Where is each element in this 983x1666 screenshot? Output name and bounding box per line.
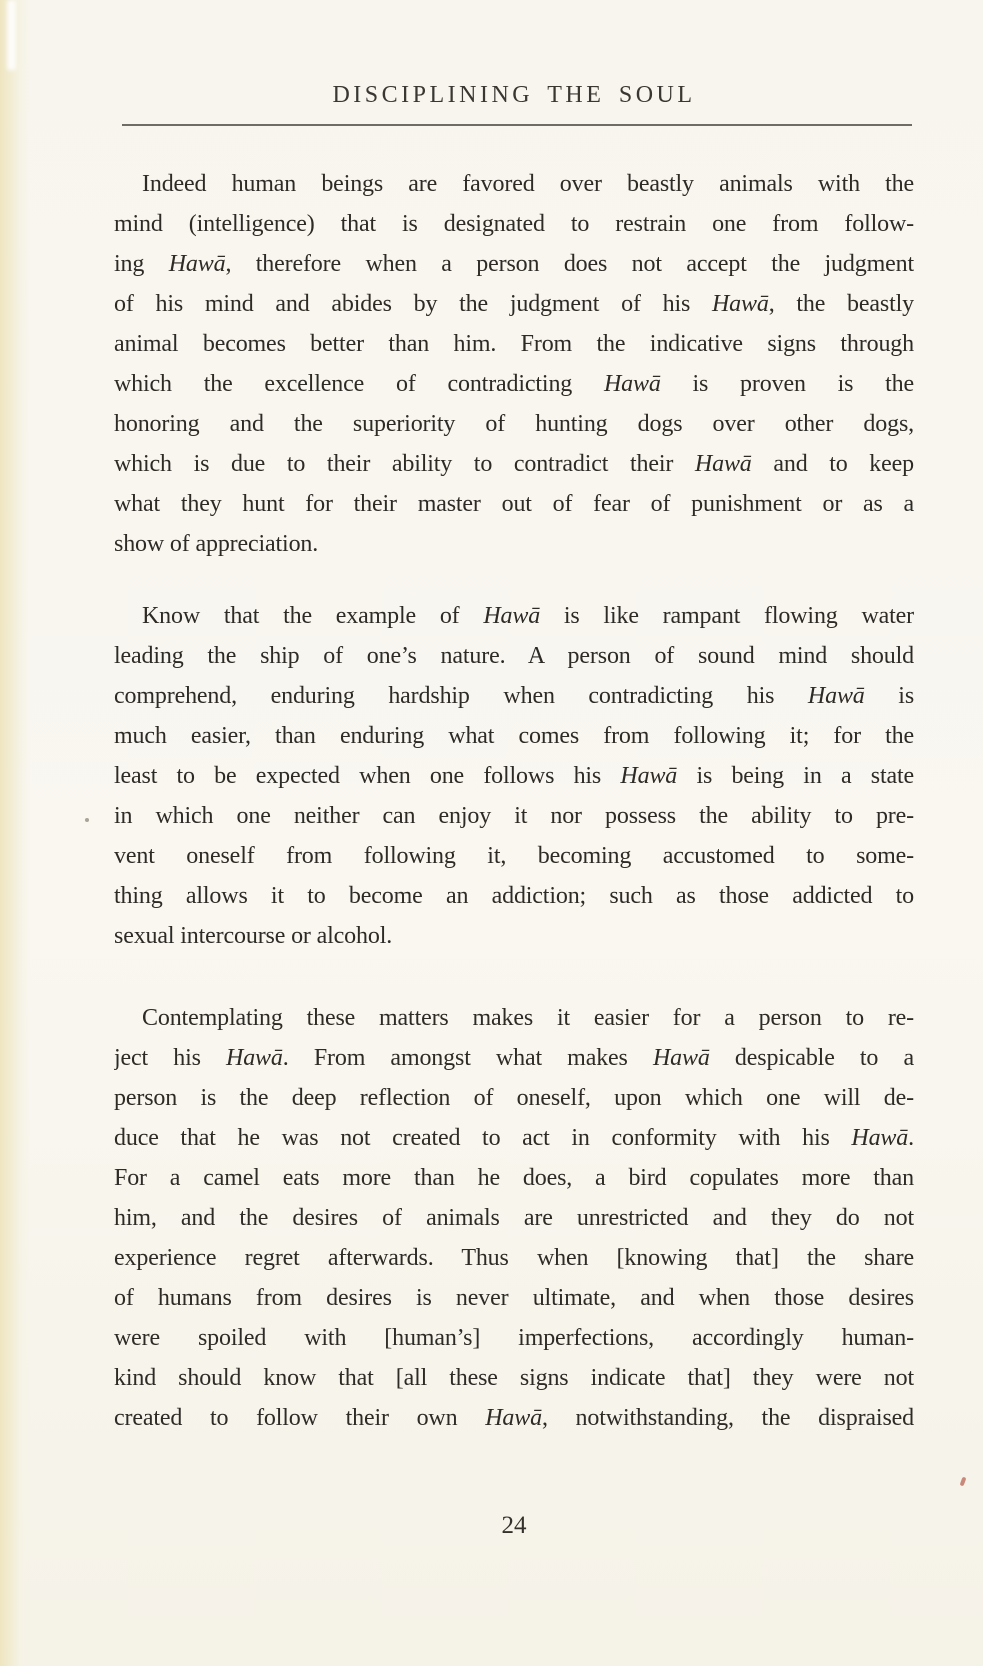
text-segment: Indeed human beings are favored over beastly animals with the (142, 171, 914, 197)
paragraph (114, 596, 914, 956)
text-segment: of humans from desires is never ultimate, and when those desires (114, 1285, 914, 1311)
text-line (114, 1078, 914, 1118)
text-segment: much easier, than enduring what comes from following it; for the (114, 723, 914, 749)
italic-term: Hawā (652, 1045, 710, 1071)
text-line (114, 1238, 914, 1278)
text-line (114, 636, 914, 676)
text-segment: ject his (114, 1045, 227, 1071)
text-line (114, 324, 914, 364)
text-segment: is proven is the (660, 371, 914, 397)
text-line (114, 404, 914, 444)
text-line (114, 796, 914, 836)
text-segment: in which one neither can enjoy it nor possess the ability to pre- (114, 803, 914, 829)
italic-term: Hawā (226, 1045, 283, 1071)
text-segment: and to keep (751, 451, 914, 477)
text-segment: experience regret afterwards. Thus when [knowing that] the share (114, 1245, 914, 1271)
scan-speck-dot (85, 818, 89, 822)
text-line (114, 1398, 914, 1438)
text-segment: least to be expected when one follows his (114, 763, 621, 789)
text-line (114, 284, 914, 324)
text-segment: , the beastly (768, 291, 914, 317)
text-segment: honoring and the superiority of hunting dogs over other dogs, (114, 411, 914, 437)
scan-speck-red (960, 1477, 967, 1487)
text-segment: is (864, 683, 914, 709)
text-segment: kind should know that [all these signs indicate that] they were not (114, 1365, 914, 1391)
italic-term: Hawā (711, 291, 769, 317)
text-line (114, 164, 914, 204)
page-edge-shading (0, 0, 30, 1666)
text-segment: of his mind and abides by the judgment of his (114, 291, 712, 317)
text-segment: , notwithstanding, the dispraised (541, 1405, 914, 1431)
text-segment: him, and the desires of animals are unrestricted and they do not (114, 1205, 914, 1231)
page-number: 24 (501, 1512, 527, 1539)
text-line (114, 916, 914, 956)
page-edge-highlight (7, 0, 16, 70)
text-segment: For a camel eats more than he does, a bird copulates more than (114, 1165, 914, 1191)
text-segment: ing (114, 251, 169, 277)
text-line (114, 1278, 914, 1318)
text-line (114, 364, 914, 404)
text-line (114, 998, 914, 1038)
text-line (114, 676, 914, 716)
italic-term: Hawā (620, 763, 678, 789)
text-segment: which the excellence of contradicting (114, 371, 604, 397)
text-line (114, 204, 914, 244)
text-segment: . (908, 1125, 914, 1151)
text-line (114, 876, 914, 916)
text-segment: sexual intercourse or alcohol. (114, 923, 393, 949)
text-segment: comprehend, enduring hardship when contradicting his (114, 683, 808, 709)
text-line (114, 756, 914, 796)
text-line (114, 1158, 914, 1198)
italic-term: Hawā (851, 1125, 909, 1151)
italic-term: Hawā (168, 251, 226, 277)
text-segment: what they hunt for their master out of fear of punishment or as a (114, 491, 914, 517)
text-segment: mind (intelligence) that is designated to restrain one from follow- (114, 211, 914, 237)
text-line (114, 1318, 914, 1358)
text-segment: leading the ship of one’s nature. A person of sound mind should (114, 643, 914, 669)
text-segment: duce that he was not created to act in conformity with his (114, 1125, 852, 1151)
text-segment: Know that the example of (142, 603, 484, 629)
text-line (114, 444, 914, 484)
text-line (114, 1118, 914, 1158)
text-line (114, 1198, 914, 1238)
text-segment: created to follow their own (114, 1405, 486, 1431)
text-segment: person is the deep reflection of oneself, upon which one will de- (114, 1085, 914, 1111)
text-line (114, 524, 914, 564)
text-segment: is like rampant flowing water (540, 603, 914, 629)
body-text (114, 164, 914, 1438)
paragraph (114, 998, 914, 1438)
header-rule (122, 124, 912, 126)
text-segment: vent oneself from following it, becoming accustomed to some- (114, 843, 914, 869)
text-segment: animal becomes better than him. From the indicative signs through (114, 331, 914, 357)
text-segment: Contemplating these matters makes it easier for a person to re- (142, 1005, 914, 1031)
text-segment: which is due to their ability to contradict their (114, 451, 695, 477)
italic-term: Hawā (485, 1405, 542, 1431)
paragraph (114, 164, 914, 564)
text-line (114, 484, 914, 524)
italic-term: Hawā (483, 603, 541, 629)
italic-term: Hawā (603, 371, 661, 397)
italic-term: Hawā (694, 451, 752, 477)
text-segment: show of appreciation. (114, 531, 319, 557)
text-segment: is being in a state (677, 763, 914, 789)
text-line (114, 596, 914, 636)
text-line (114, 244, 914, 284)
text-segment: . From amongst what makes (282, 1045, 653, 1071)
text-segment: were spoiled with [human’s] imperfections, accordingly human- (114, 1325, 914, 1351)
text-line (114, 1038, 914, 1078)
text-line (114, 716, 914, 756)
running-head: DISCIPLINING THE SOUL (332, 82, 696, 108)
text-segment: despicable to a (709, 1045, 914, 1071)
text-segment: thing allows it to become an addiction; such as those addicted to (114, 883, 914, 909)
italic-term: Hawā (807, 683, 865, 709)
text-segment: , therefore when a person does not accept the judgment (225, 251, 914, 277)
text-line (114, 1358, 914, 1398)
text-line (114, 836, 914, 876)
